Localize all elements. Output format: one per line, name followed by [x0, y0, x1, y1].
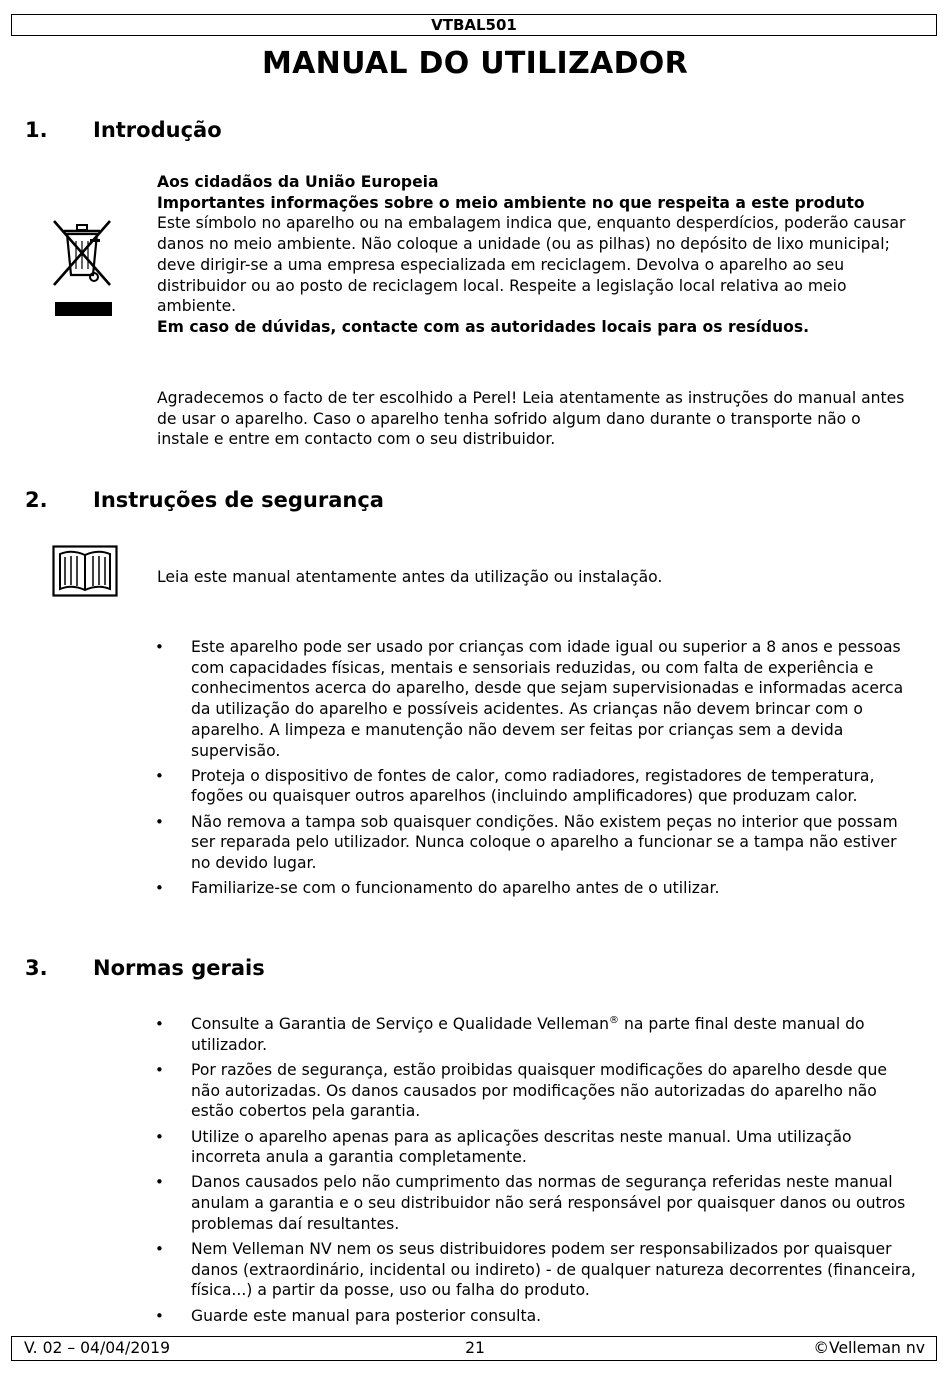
list-item — [157, 1014, 917, 1055]
thanks-paragraph: Agradecemos o facto de ter escolhido a Perel! Leia atentamente as instruções do manual antes de usar o aparelho. Caso o aparelho tenha sofrido algum dano durante o transporte não o instale e entre em contacto com o seu distribuidor. — [157, 389, 905, 449]
warranty-text-end: na parte final deste manual do utilizador. — [191, 1015, 865, 1054]
document-title: MANUAL DO UTILIZADOR — [262, 46, 688, 81]
bullet-dot: • — [155, 638, 164, 656]
page-footer — [11, 1336, 937, 1361]
doubt-notice: Em caso de dúvidas, contacte com as autoridades locais para os resíduos. — [157, 317, 810, 336]
list-item — [157, 878, 917, 899]
environment-paragraph: Este símbolo no aparelho ou na embalagem indica que, enquanto desperdícios, poderão causar danos no meio ambiente. Não coloque a unidade (ou as pilhas) no depósito de lixo municipal; deve dirigir-se a uma empresa especializada em reciclagem. Devolva o aparelho ao seu distribuidor ou ao posto de reciclagem local. Respeite a legislação local relativa ao meio ambiente. — [157, 214, 906, 316]
open-manual-book-icon — [52, 545, 118, 597]
safety-instructions-list — [157, 637, 917, 903]
bullet-dot: • — [155, 879, 164, 898]
environment-heading: Importantes informações sobre o meio ambiente no que respeita a este produto — [157, 193, 865, 212]
list-item — [157, 1306, 917, 1327]
weee-crossed-bin-icon — [50, 217, 116, 317]
list-item-text — [191, 1015, 865, 1054]
list-item-text: Proteja o dispositivo de fontes de calor, como radiadores, registadores de temperatura, fogões ou quaisquer outros aparelhos (incluindo amplificadores) que produzam calor. — [191, 766, 875, 806]
warranty-text-start: Consulte a Garantia de Serviço e Qualidade Velleman — [191, 1015, 610, 1033]
list-item-text: Este aparelho pode ser usado por crianças com idade igual ou superior a 8 anos e pessoas com capacidades físicas, mentais e sensoriais reduzidas, ou com falta de experiência e conhecimentos acerca do aparelho, desde que sejam supervisionadas e informadas acerca da utilização do aparelho e possíveis acidentes. As crianças não devem brincar com o aparelho. A limpeza e manutenção não devem ser feitas por crianças sem a devida supervisão. — [191, 638, 904, 760]
list-item-text: Danos causados pelo não cumprimento das normas de segurança referidas neste manual anulam a garantia e o seu distribuidor não será responsável por quaisquer danos ou outros problemas daí resultantes. — [191, 1173, 906, 1233]
header-model-box — [11, 14, 937, 36]
registered-mark: ® — [609, 1014, 620, 1026]
model-name: VTBAL501 — [431, 16, 517, 34]
bullet-dot: • — [155, 1060, 164, 1079]
bullet-dot: • — [155, 1240, 164, 1259]
list-item-text: Não remova a tampa sob quaisquer condições. Não existem peças no interior que possam ser reparada pelo utilizador. Nunca coloque o aparelho a funcionar se a tampa não estiver no devido lugar. — [191, 812, 898, 873]
list-item — [157, 1172, 917, 1234]
section-2-title: Instruções de segurança — [93, 488, 384, 512]
section-3-title: Normas gerais — [93, 956, 265, 980]
list-item — [157, 1239, 917, 1301]
bullet-dot: • — [155, 1306, 164, 1325]
list-item — [157, 812, 917, 874]
list-item-text: Guarde este manual para posterior consulta. — [191, 1306, 542, 1325]
section-1-number: 1. — [25, 118, 48, 142]
general-rules-list — [157, 1014, 917, 1331]
version-date: V. 02 – 04/04/2019 — [24, 1339, 171, 1357]
bullet-dot: • — [155, 1127, 164, 1146]
bullet-dot: • — [155, 1173, 164, 1192]
list-item-text: Familiarize-se com o funcionamento do aparelho antes de o utilizar. — [191, 879, 720, 898]
section-1-environment-text — [157, 172, 917, 338]
eu-citizens-heading: Aos cidadãos da União Europeia — [157, 173, 439, 191]
section-2-number: 2. — [25, 488, 48, 512]
bullet-dot: • — [155, 812, 164, 831]
list-item — [157, 637, 917, 761]
section-1-title: Introdução — [93, 118, 222, 142]
list-item-text: Por razões de segurança, estão proibidas quaisquer modificações do aparelho desde que não autorizadas. Os danos causados por modificações não autorizadas do aparelho não estão cobertos pela garantia. — [191, 1060, 887, 1121]
list-item — [157, 1060, 917, 1122]
bullet-dot: • — [155, 1015, 164, 1033]
read-manual-notice: Leia este manual atentamente antes da utilização ou instalação. — [157, 568, 663, 586]
page-number: 21 — [465, 1339, 485, 1357]
copyright-notice: ©Velleman nv — [813, 1339, 925, 1357]
list-item-text: Utilize o aparelho apenas para as aplicações descritas neste manual. Uma utilização incorreta anula a garantia completamente. — [191, 1127, 852, 1167]
section-3-number: 3. — [25, 956, 48, 980]
list-item-text: Nem Velleman NV nem os seus distribuidores podem ser responsabilizados por quaisquer danos (extraordinário, incidental ou indireto) - de qualquer natureza decorrentes (financeira, física...) a partir da posse, uso ou falha do produto. — [191, 1240, 916, 1300]
bullet-dot: • — [155, 766, 164, 785]
list-item — [157, 1127, 917, 1168]
list-item — [157, 766, 917, 807]
